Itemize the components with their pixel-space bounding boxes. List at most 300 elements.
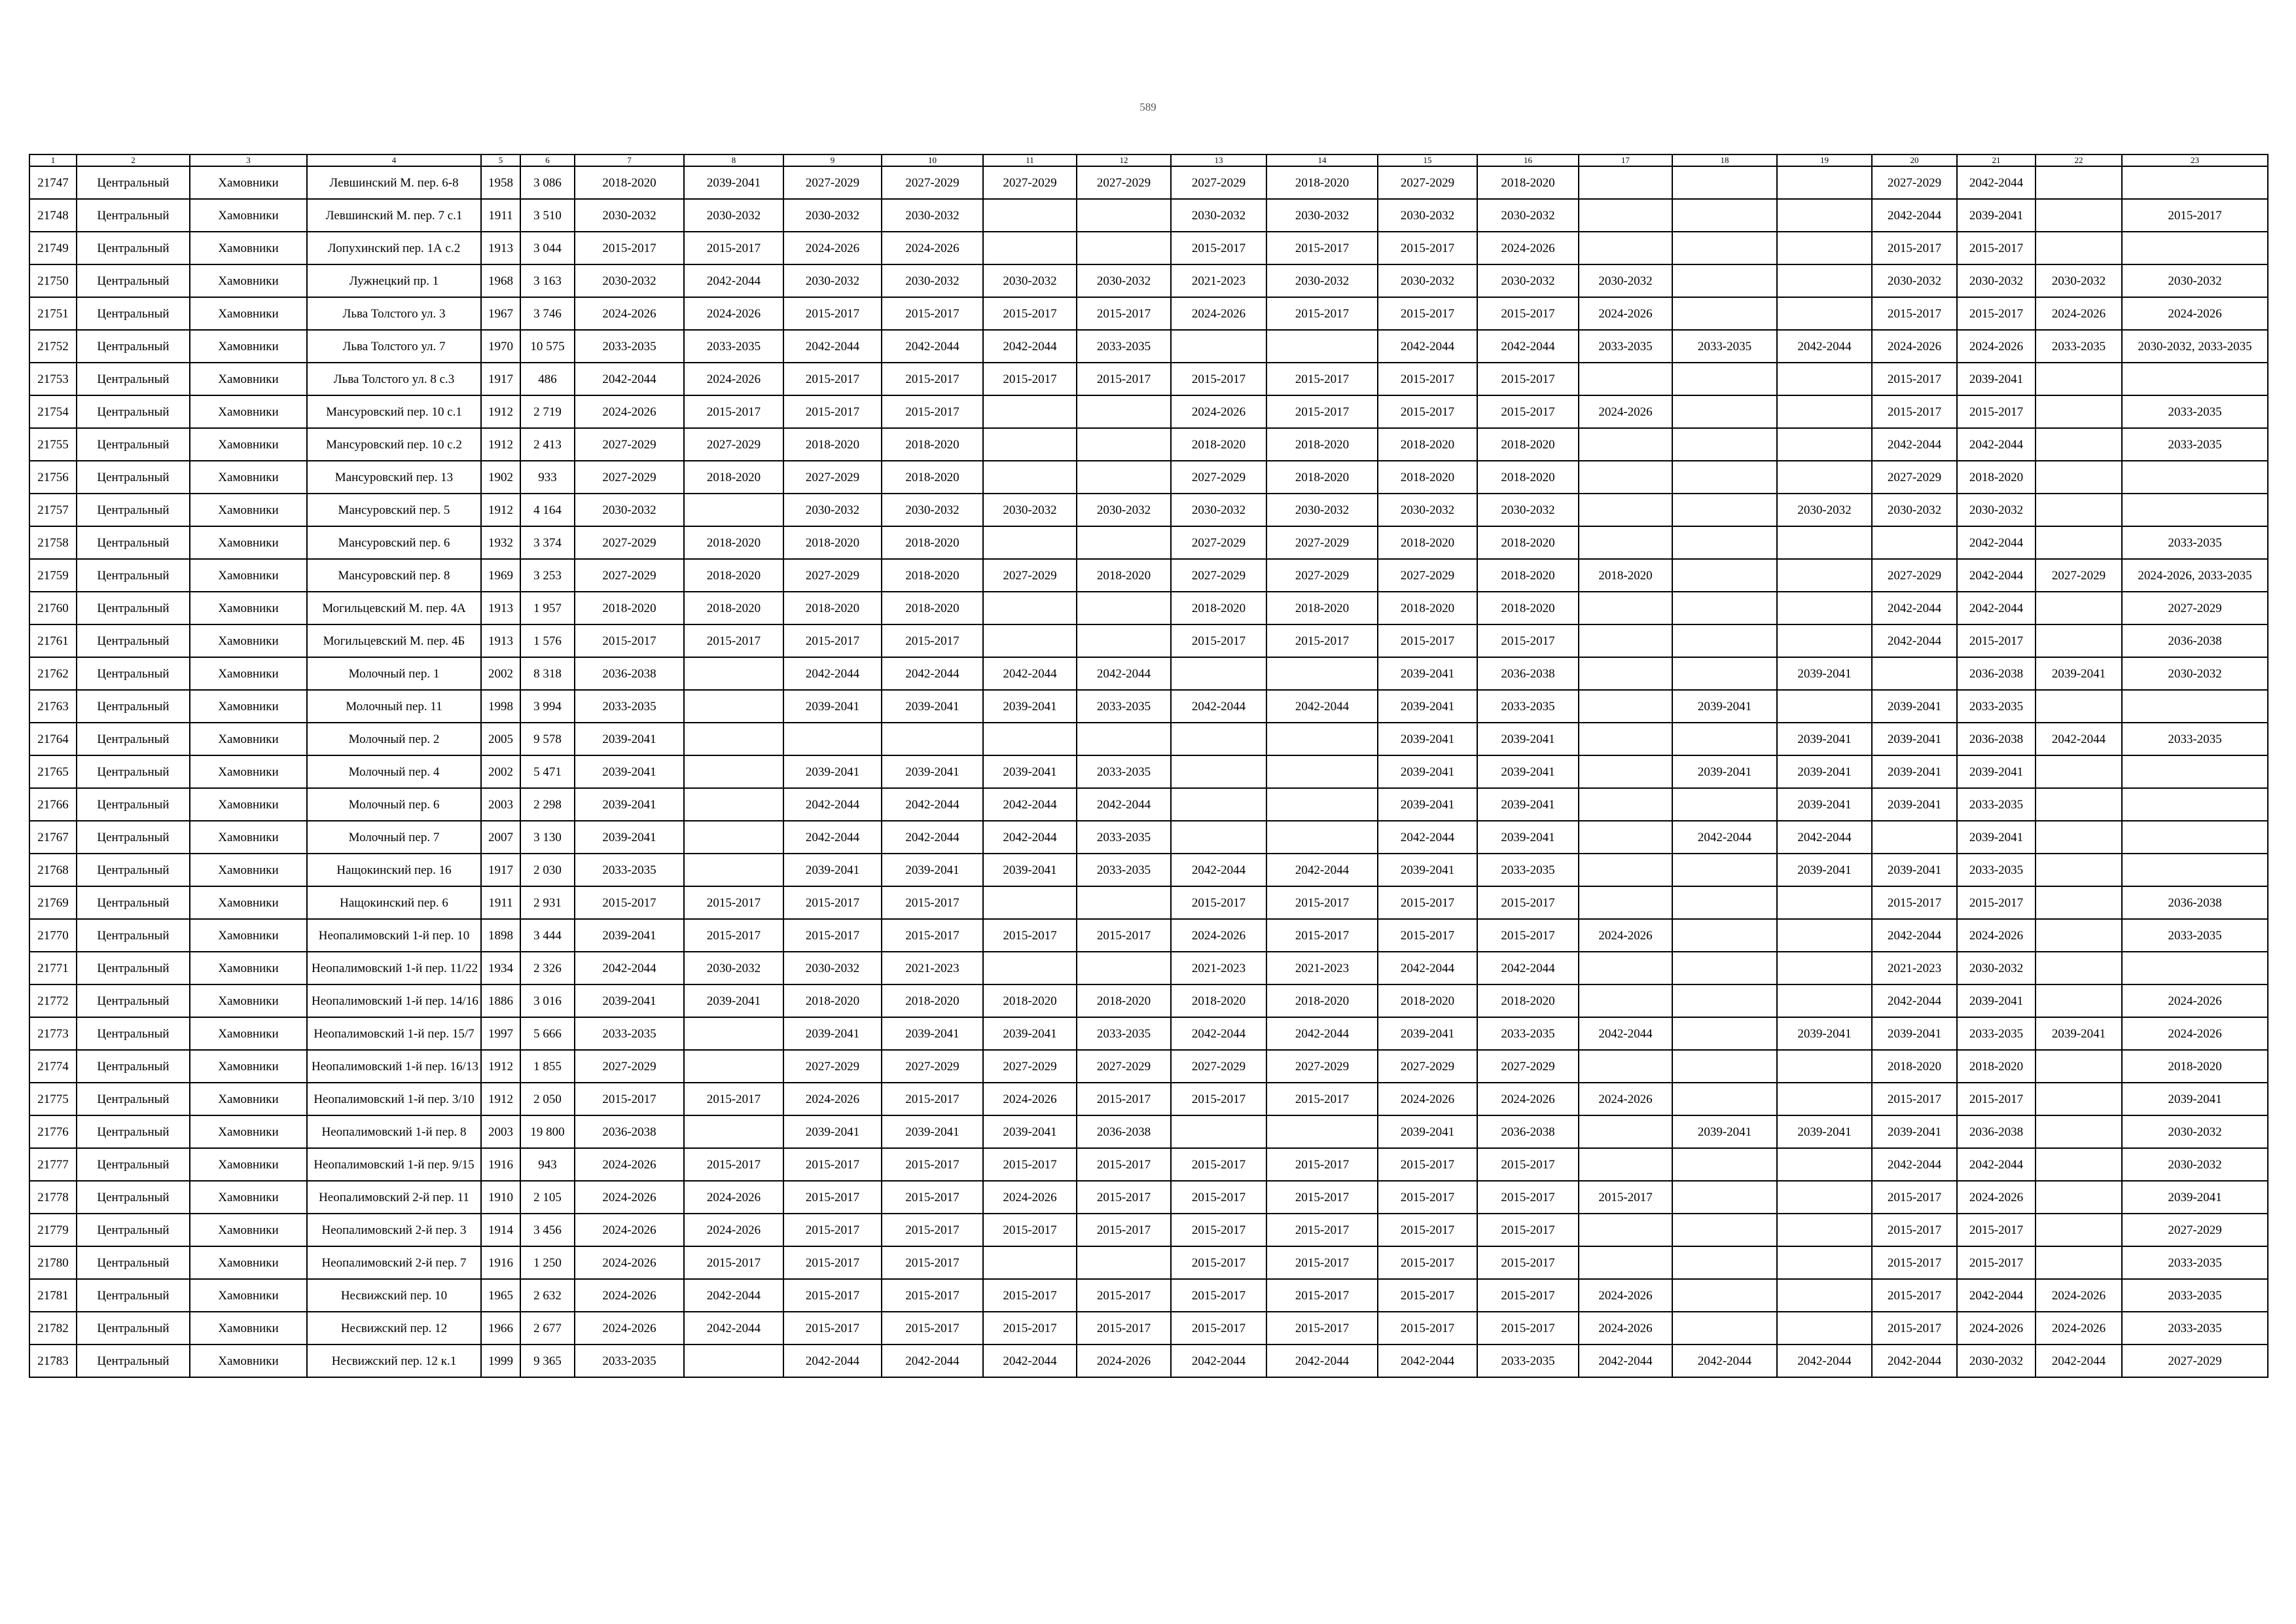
table-cell-col-15: 2030-2032 (1378, 264, 1477, 297)
table-cell-col-7: 2039-2041 (575, 821, 684, 854)
table-cell-col-14: 2015-2017 (1266, 1246, 1378, 1279)
table-cell-col-18 (1672, 592, 1777, 624)
table-cell-col-12: 2015-2017 (1077, 1312, 1171, 1344)
table-cell-col-11 (983, 461, 1077, 494)
table-cell-col-2: Центральный (77, 952, 190, 984)
table-cell-col-12: 2027-2029 (1077, 1050, 1171, 1083)
table-row (29, 755, 2268, 788)
table-cell-col-6: 1 855 (520, 1050, 575, 1083)
table-cell-col-8: 2015-2017 (684, 1148, 783, 1181)
table-cell-col-4: Молочный пер. 2 (307, 723, 481, 755)
table-cell-col-8 (684, 1050, 783, 1083)
table-cell-col-22 (2036, 952, 2122, 984)
table-cell-col-16: 2015-2017 (1477, 624, 1579, 657)
table-cell-col-8: 2042-2044 (684, 264, 783, 297)
table-cell-col-10: 2039-2041 (882, 690, 983, 723)
table-cell-col-19 (1777, 592, 1872, 624)
table-cell-col-16: 2039-2041 (1477, 788, 1579, 821)
table-cell-col-2: Центральный (77, 854, 190, 886)
table-row (29, 1115, 2268, 1148)
table-cell-col-4: Мансуровский пер. 6 (307, 526, 481, 559)
table-cell-col-1: 21760 (29, 592, 77, 624)
table-cell-col-14: 2018-2020 (1266, 428, 1378, 461)
table-body (29, 166, 2268, 1377)
table-cell-col-14: 2027-2029 (1266, 1050, 1378, 1083)
table-cell-col-11: 2027-2029 (983, 1050, 1077, 1083)
table-cell-col-20: 2030-2032 (1872, 264, 1957, 297)
table-cell-col-19 (1777, 1246, 1872, 1279)
table-cell-col-9: 2030-2032 (783, 264, 882, 297)
table-cell-col-20: 2039-2041 (1872, 1017, 1957, 1050)
table-cell-col-12: 2030-2032 (1077, 264, 1171, 297)
table-cell-col-2: Центральный (77, 984, 190, 1017)
table-cell-col-11: 2042-2044 (983, 1344, 1077, 1377)
table-cell-col-6: 8 318 (520, 657, 575, 690)
table-cell-col-9: 2015-2017 (783, 1246, 882, 1279)
table-cell-col-14 (1266, 788, 1378, 821)
table-cell-col-23: 2030-2032 (2122, 1115, 2268, 1148)
table-cell-col-11 (983, 723, 1077, 755)
table-cell-col-8 (684, 494, 783, 526)
table-row (29, 363, 2268, 395)
table-cell-col-21: 2039-2041 (1957, 363, 2036, 395)
table-cell-col-12 (1077, 526, 1171, 559)
table-cell-col-16: 2027-2029 (1477, 1050, 1579, 1083)
table-cell-col-13: 2015-2017 (1171, 1181, 1266, 1214)
table-cell-col-8: 2030-2032 (684, 199, 783, 232)
table-cell-col-16: 2018-2020 (1477, 166, 1579, 199)
table-cell-col-16: 2015-2017 (1477, 363, 1579, 395)
table-cell-col-10: 2042-2044 (882, 330, 983, 363)
table-cell-col-8: 2033-2035 (684, 330, 783, 363)
table-cell-col-11: 2042-2044 (983, 657, 1077, 690)
table-cell-col-8 (684, 657, 783, 690)
table-cell-col-9: 2015-2017 (783, 919, 882, 952)
table-cell-col-2: Центральный (77, 723, 190, 755)
table-cell-col-1: 21773 (29, 1017, 77, 1050)
table-cell-col-2: Центральный (77, 1344, 190, 1377)
table-cell-col-13: 2021-2023 (1171, 264, 1266, 297)
table-cell-col-8 (684, 788, 783, 821)
table-cell-col-12 (1077, 232, 1171, 264)
table-cell-col-14: 2015-2017 (1266, 1312, 1378, 1344)
table-cell-col-3: Хамовники (190, 428, 307, 461)
table-cell-col-20: 2015-2017 (1872, 363, 1957, 395)
table-cell-col-16: 2018-2020 (1477, 428, 1579, 461)
table-cell-col-18 (1672, 395, 1777, 428)
table-cell-col-13: 2015-2017 (1171, 1083, 1266, 1115)
table-cell-col-7: 2027-2029 (575, 1050, 684, 1083)
table-cell-col-11 (983, 952, 1077, 984)
table-cell-col-6: 943 (520, 1148, 575, 1181)
table-cell-col-21: 2039-2041 (1957, 984, 2036, 1017)
table-cell-col-4: Мансуровский пер. 10 с.2 (307, 428, 481, 461)
table-cell-col-22: 2039-2041 (2036, 1017, 2122, 1050)
table-cell-col-9: 2018-2020 (783, 526, 882, 559)
column-number-3: 3 (190, 154, 307, 166)
table-row (29, 1312, 2268, 1344)
table-cell-col-10: 2030-2032 (882, 494, 983, 526)
table-cell-col-13: 2042-2044 (1171, 854, 1266, 886)
table-cell-col-14: 2042-2044 (1266, 1017, 1378, 1050)
table-cell-col-4: Молочный пер. 11 (307, 690, 481, 723)
table-cell-col-8: 2039-2041 (684, 166, 783, 199)
table-cell-col-11 (983, 592, 1077, 624)
table-cell-col-9: 2039-2041 (783, 1115, 882, 1148)
table-cell-col-16: 2018-2020 (1477, 559, 1579, 592)
table-cell-col-2: Центральный (77, 788, 190, 821)
table-cell-col-15: 2015-2017 (1378, 624, 1477, 657)
table-cell-col-3: Хамовники (190, 1214, 307, 1246)
table-cell-col-20: 2015-2017 (1872, 1083, 1957, 1115)
table-cell-col-9: 2015-2017 (783, 624, 882, 657)
table-cell-col-7: 2015-2017 (575, 232, 684, 264)
table-cell-col-17 (1579, 690, 1672, 723)
table-cell-col-22 (2036, 428, 2122, 461)
table-cell-col-13: 2042-2044 (1171, 690, 1266, 723)
table-cell-col-22 (2036, 1148, 2122, 1181)
column-number-16: 16 (1477, 154, 1579, 166)
table-cell-col-16: 2030-2032 (1477, 199, 1579, 232)
table-cell-col-19 (1777, 559, 1872, 592)
table-cell-col-21: 2042-2044 (1957, 1148, 2036, 1181)
table-cell-col-12: 2015-2017 (1077, 363, 1171, 395)
table-cell-col-4: Молочный пер. 4 (307, 755, 481, 788)
table-cell-col-20: 2015-2017 (1872, 1246, 1957, 1279)
table-cell-col-16: 2015-2017 (1477, 1148, 1579, 1181)
table-cell-col-1: 21774 (29, 1050, 77, 1083)
table-cell-col-15: 2024-2026 (1378, 1083, 1477, 1115)
table-cell-col-21: 2015-2017 (1957, 395, 2036, 428)
table-cell-col-6: 10 575 (520, 330, 575, 363)
table-cell-col-13: 2018-2020 (1171, 592, 1266, 624)
table-cell-col-22 (2036, 821, 2122, 854)
table-cell-col-22 (2036, 363, 2122, 395)
table-cell-col-13: 2027-2029 (1171, 1050, 1266, 1083)
table-row (29, 984, 2268, 1017)
table-row (29, 395, 2268, 428)
table-cell-col-1: 21753 (29, 363, 77, 395)
table-cell-col-15: 2018-2020 (1378, 526, 1477, 559)
table-cell-col-2: Центральный (77, 886, 190, 919)
table-cell-col-1: 21776 (29, 1115, 77, 1148)
table-cell-col-1: 21778 (29, 1181, 77, 1214)
table-cell-col-7: 2024-2026 (575, 395, 684, 428)
table-cell-col-18 (1672, 363, 1777, 395)
table-cell-col-19 (1777, 1312, 1872, 1344)
table-cell-col-10: 2018-2020 (882, 428, 983, 461)
table-row (29, 854, 2268, 886)
table-cell-col-5: 1970 (481, 330, 520, 363)
table-row (29, 1344, 2268, 1377)
table-cell-col-16: 2015-2017 (1477, 1312, 1579, 1344)
table-cell-col-15: 2030-2032 (1378, 199, 1477, 232)
table-cell-col-11: 2015-2017 (983, 297, 1077, 330)
table-cell-col-9: 2042-2044 (783, 657, 882, 690)
table-cell-col-7: 2030-2032 (575, 494, 684, 526)
table-cell-col-14: 2015-2017 (1266, 919, 1378, 952)
table-cell-col-17 (1579, 788, 1672, 821)
table-cell-col-12: 2042-2044 (1077, 788, 1171, 821)
table-cell-col-11: 2042-2044 (983, 788, 1077, 821)
table-cell-col-18 (1672, 952, 1777, 984)
table-cell-col-11: 2039-2041 (983, 1017, 1077, 1050)
table-cell-col-12: 2015-2017 (1077, 1279, 1171, 1312)
table-cell-col-4: Молочный пер. 6 (307, 788, 481, 821)
table-cell-col-12 (1077, 1246, 1171, 1279)
table-cell-col-7: 2039-2041 (575, 984, 684, 1017)
table-cell-col-12 (1077, 624, 1171, 657)
table-cell-col-2: Центральный (77, 395, 190, 428)
table-cell-col-6: 5 666 (520, 1017, 575, 1050)
table-cell-col-6: 3 994 (520, 690, 575, 723)
table-row (29, 952, 2268, 984)
table-cell-col-21: 2015-2017 (1957, 1083, 2036, 1115)
table-cell-col-21: 2015-2017 (1957, 1246, 2036, 1279)
table-cell-col-17 (1579, 755, 1672, 788)
table-cell-col-17 (1579, 1148, 1672, 1181)
table-cell-col-23: 2033-2035 (2122, 1312, 2268, 1344)
table-cell-col-1: 21750 (29, 264, 77, 297)
table-cell-col-18 (1672, 1148, 1777, 1181)
table-cell-col-15: 2039-2041 (1378, 755, 1477, 788)
table-row (29, 1246, 2268, 1279)
table-cell-col-3: Хамовники (190, 395, 307, 428)
table-cell-col-18 (1672, 657, 1777, 690)
table-cell-col-14: 2018-2020 (1266, 461, 1378, 494)
table-cell-col-21: 2030-2032 (1957, 1344, 2036, 1377)
table-cell-col-15: 2015-2017 (1378, 363, 1477, 395)
table-cell-col-9: 2015-2017 (783, 1279, 882, 1312)
table-cell-col-2: Центральный (77, 1181, 190, 1214)
table-cell-col-12 (1077, 428, 1171, 461)
table-cell-col-4: Мансуровский пер. 5 (307, 494, 481, 526)
table-cell-col-14: 2042-2044 (1266, 854, 1378, 886)
table-cell-col-1: 21783 (29, 1344, 77, 1377)
table-cell-col-23 (2122, 363, 2268, 395)
table-cell-col-19 (1777, 461, 1872, 494)
table-cell-col-10: 2039-2041 (882, 755, 983, 788)
table-cell-col-23: 2015-2017 (2122, 199, 2268, 232)
table-cell-col-21: 2033-2035 (1957, 690, 2036, 723)
table-cell-col-2: Центральный (77, 624, 190, 657)
table-cell-col-22: 2024-2026 (2036, 1279, 2122, 1312)
table-cell-col-11 (983, 395, 1077, 428)
table-cell-col-12 (1077, 723, 1171, 755)
table-cell-col-23: 2027-2029 (2122, 1214, 2268, 1246)
table-cell-col-7: 2033-2035 (575, 854, 684, 886)
table-cell-col-6: 3 253 (520, 559, 575, 592)
table-cell-col-11: 2039-2041 (983, 755, 1077, 788)
table-cell-col-2: Центральный (77, 363, 190, 395)
table-cell-col-13: 2015-2017 (1171, 1148, 1266, 1181)
table-cell-col-12: 2015-2017 (1077, 297, 1171, 330)
table-cell-col-17: 2024-2026 (1579, 297, 1672, 330)
table-cell-col-22: 2039-2041 (2036, 657, 2122, 690)
table-cell-col-3: Хамовники (190, 1148, 307, 1181)
table-cell-col-9: 2039-2041 (783, 755, 882, 788)
table-cell-col-19 (1777, 1148, 1872, 1181)
table-cell-col-10: 2042-2044 (882, 1344, 983, 1377)
table-cell-col-16: 2024-2026 (1477, 232, 1579, 264)
table-cell-col-19 (1777, 1279, 1872, 1312)
table-row (29, 919, 2268, 952)
table-cell-col-2: Центральный (77, 428, 190, 461)
table-cell-col-3: Хамовники (190, 755, 307, 788)
table-cell-col-5: 1902 (481, 461, 520, 494)
table-cell-col-12: 2033-2035 (1077, 755, 1171, 788)
table-cell-col-15: 2018-2020 (1378, 984, 1477, 1017)
table-cell-col-7: 2024-2026 (575, 1181, 684, 1214)
table-cell-col-2: Центральный (77, 494, 190, 526)
table-cell-col-9: 2015-2017 (783, 363, 882, 395)
table-cell-col-17: 2015-2017 (1579, 1181, 1672, 1214)
table-cell-col-21: 2039-2041 (1957, 821, 2036, 854)
table-cell-col-8: 2015-2017 (684, 1246, 783, 1279)
table-cell-col-23: 2030-2032, 2033-2035 (2122, 330, 2268, 363)
table-cell-col-1: 21762 (29, 657, 77, 690)
table-cell-col-2: Центральный (77, 1279, 190, 1312)
table-cell-col-15: 2039-2041 (1378, 1017, 1477, 1050)
table-cell-col-9 (783, 723, 882, 755)
table-cell-col-19: 2039-2041 (1777, 788, 1872, 821)
table-cell-col-16: 2015-2017 (1477, 886, 1579, 919)
table-cell-col-19 (1777, 199, 1872, 232)
table-cell-col-20: 2027-2029 (1872, 166, 1957, 199)
table-cell-col-15: 2027-2029 (1378, 559, 1477, 592)
table-cell-col-21: 2042-2044 (1957, 592, 2036, 624)
table-cell-col-20: 2042-2044 (1872, 624, 1957, 657)
table-cell-col-1: 21782 (29, 1312, 77, 1344)
table-cell-col-20: 2015-2017 (1872, 395, 1957, 428)
table-cell-col-15: 2015-2017 (1378, 1312, 1477, 1344)
table-cell-col-14: 2042-2044 (1266, 690, 1378, 723)
table-cell-col-23 (2122, 821, 2268, 854)
table-cell-col-8: 2015-2017 (684, 624, 783, 657)
table-cell-col-9: 2015-2017 (783, 1148, 882, 1181)
table-cell-col-23: 2024-2026 (2122, 297, 2268, 330)
table-cell-col-19 (1777, 1050, 1872, 1083)
table-cell-col-13: 2042-2044 (1171, 1344, 1266, 1377)
table-cell-col-14: 2030-2032 (1266, 494, 1378, 526)
table-cell-col-19 (1777, 919, 1872, 952)
table-cell-col-10: 2015-2017 (882, 886, 983, 919)
table-cell-col-20: 2030-2032 (1872, 494, 1957, 526)
table-cell-col-18: 2039-2041 (1672, 755, 1777, 788)
table-cell-col-17: 2024-2026 (1579, 1312, 1672, 1344)
table-cell-col-7: 2033-2035 (575, 690, 684, 723)
table-cell-col-9: 2030-2032 (783, 494, 882, 526)
table-cell-col-5: 2002 (481, 657, 520, 690)
table-cell-col-23 (2122, 690, 2268, 723)
table-cell-col-12 (1077, 395, 1171, 428)
table-cell-col-9: 2030-2032 (783, 199, 882, 232)
table-cell-col-11: 2015-2017 (983, 1214, 1077, 1246)
table-cell-col-7: 2030-2032 (575, 199, 684, 232)
table-cell-col-17 (1579, 166, 1672, 199)
table-cell-col-15: 2015-2017 (1378, 395, 1477, 428)
table-cell-col-6: 3 510 (520, 199, 575, 232)
table-cell-col-11: 2039-2041 (983, 854, 1077, 886)
table-cell-col-18: 2039-2041 (1672, 1115, 1777, 1148)
table-cell-col-18 (1672, 526, 1777, 559)
table-cell-col-9: 2018-2020 (783, 592, 882, 624)
table-cell-col-17: 2030-2032 (1579, 264, 1672, 297)
table-cell-col-23: 2033-2035 (2122, 919, 2268, 952)
table-cell-col-6: 5 471 (520, 755, 575, 788)
table-row (29, 461, 2268, 494)
table-cell-col-4: Молочный пер. 1 (307, 657, 481, 690)
table-cell-col-11: 2015-2017 (983, 1148, 1077, 1181)
table-cell-col-8 (684, 821, 783, 854)
table-cell-col-16: 2039-2041 (1477, 821, 1579, 854)
table-cell-col-20: 2021-2023 (1872, 952, 1957, 984)
table-cell-col-1: 21781 (29, 1279, 77, 1312)
table-cell-col-6: 3 374 (520, 526, 575, 559)
table-cell-col-21: 2024-2026 (1957, 1181, 2036, 1214)
table-cell-col-4: Могильцевский М. пер. 4Б (307, 624, 481, 657)
table-cell-col-5: 2003 (481, 1115, 520, 1148)
table-cell-col-17 (1579, 1246, 1672, 1279)
column-number-20: 20 (1872, 154, 1957, 166)
table-cell-col-20: 2039-2041 (1872, 788, 1957, 821)
table-cell-col-6: 486 (520, 363, 575, 395)
table-cell-col-10: 2015-2017 (882, 1214, 983, 1246)
table-cell-col-7: 2027-2029 (575, 526, 684, 559)
column-number-4: 4 (307, 154, 481, 166)
table-cell-col-22 (2036, 1083, 2122, 1115)
table-cell-col-4: Неопалимовский 1-й пер. 14/16 (307, 984, 481, 1017)
table-cell-col-23: 2033-2035 (2122, 526, 2268, 559)
table-cell-col-1: 21757 (29, 494, 77, 526)
table-cell-col-4: Могильцевский М. пер. 4А (307, 592, 481, 624)
table-cell-col-20: 2018-2020 (1872, 1050, 1957, 1083)
table-cell-col-5: 1969 (481, 559, 520, 592)
table-cell-col-1: 21771 (29, 952, 77, 984)
table-cell-col-11 (983, 232, 1077, 264)
table-cell-col-5: 1886 (481, 984, 520, 1017)
capital-repair-schedule-table (29, 154, 2269, 1378)
table-cell-col-16: 2015-2017 (1477, 919, 1579, 952)
table-cell-col-6: 9 365 (520, 1344, 575, 1377)
table-cell-col-17 (1579, 886, 1672, 919)
table-cell-col-16: 2015-2017 (1477, 1181, 1579, 1214)
table-cell-col-12: 2027-2029 (1077, 166, 1171, 199)
table-cell-col-18: 2039-2041 (1672, 690, 1777, 723)
table-cell-col-9: 2042-2044 (783, 821, 882, 854)
table-cell-col-19: 2039-2041 (1777, 657, 1872, 690)
table-cell-col-23 (2122, 461, 2268, 494)
table-cell-col-7: 2042-2044 (575, 952, 684, 984)
table-row (29, 886, 2268, 919)
table-cell-col-16: 2030-2032 (1477, 264, 1579, 297)
table-cell-col-4: Несвижский пер. 10 (307, 1279, 481, 1312)
table-cell-col-7: 2024-2026 (575, 297, 684, 330)
table-cell-col-22 (2036, 1246, 2122, 1279)
table-cell-col-14: 2018-2020 (1266, 166, 1378, 199)
table-cell-col-15: 2015-2017 (1378, 886, 1477, 919)
table-cell-col-14: 2015-2017 (1266, 297, 1378, 330)
table-cell-col-20: 2015-2017 (1872, 232, 1957, 264)
table-cell-col-19 (1777, 232, 1872, 264)
table-cell-col-23: 2027-2029 (2122, 592, 2268, 624)
table-cell-col-7: 2027-2029 (575, 559, 684, 592)
table-cell-col-20: 2015-2017 (1872, 1312, 1957, 1344)
table-cell-col-4: Мансуровский пер. 8 (307, 559, 481, 592)
table-cell-col-5: 1934 (481, 952, 520, 984)
table-cell-col-10: 2027-2029 (882, 1050, 983, 1083)
table-cell-col-9: 2027-2029 (783, 461, 882, 494)
